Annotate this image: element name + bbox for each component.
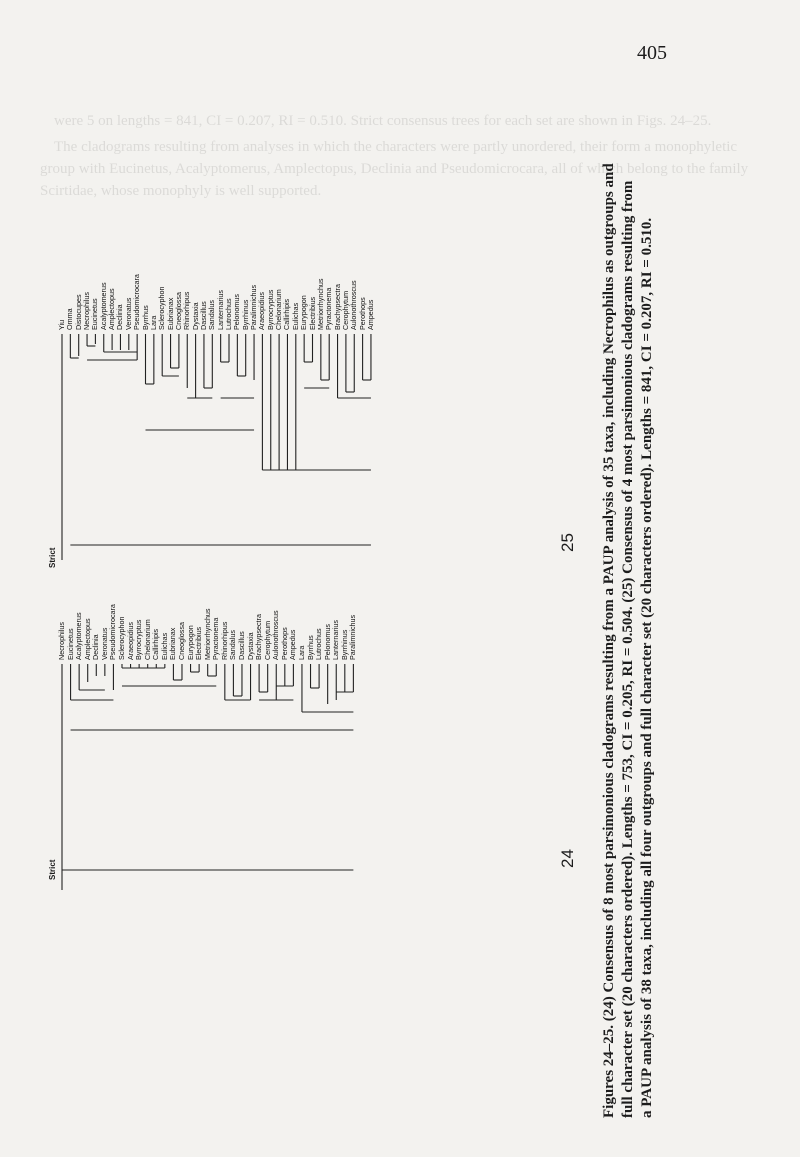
taxon-label: Araeopidius [125, 622, 135, 660]
taxon-label: Sandalus [207, 300, 217, 330]
taxon-label: Eulichas [159, 632, 169, 660]
taxon-label: Lara [296, 645, 306, 660]
taxon-label: Pelonomus [232, 294, 242, 330]
taxon-label: Cerophytum [262, 620, 272, 660]
figure-25-strict-label: Strict [48, 547, 57, 568]
taxon-label: Sclerocyphon [157, 286, 167, 330]
taxon-label: Pelonomus [322, 624, 332, 660]
taxon-label: Byrrhinus [339, 629, 349, 660]
taxon-label: Cerophytum [340, 290, 350, 330]
taxon-label: Eubrianax [168, 627, 178, 660]
taxon-label: Metriorrhynchus [315, 278, 325, 330]
taxon-label: Eulichas [290, 302, 300, 330]
taxon-label: Amplectopus [107, 288, 117, 330]
figure-24-strict-label: Strict [48, 859, 57, 880]
taxon-label: Sandalus [228, 630, 238, 660]
taxon-label: Chelonarium [142, 619, 152, 660]
taxon-label: Dascillus [236, 631, 246, 660]
taxon-label: Acalyptomerus [98, 282, 108, 330]
taxon-label: Perothops [357, 297, 367, 330]
taxon-label: Eurypogon [185, 625, 195, 660]
taxon-label: Callirhipis [282, 298, 292, 330]
bleed-paragraph: The cladograms resulting from analyses in which the characters were partly unordered, their form a monophyletic group with Eucinetus, Acalyptomerus, Amplectopus, Declinia and Pseudomicrocara, all of which belong to the family Scirtidae, whose monophyly is well supported. [40, 139, 749, 199]
caption-line-2: full character set (20 characters ordered). Lengths = 753, CI = 0.205, RI = 0.504. (25) Consensus of 4 most parsimonious cladograms resulting from [620, 180, 636, 1118]
taxon-label: Chelonarium [274, 289, 284, 330]
taxon-label: Necrophilus [82, 292, 92, 330]
taxon-label: Declinia [91, 634, 101, 660]
taxon-label: Cneoglossa [176, 622, 186, 660]
figure-24-number: 24 [558, 849, 577, 868]
taxon-label: Brachypsectra [332, 284, 342, 330]
taxon-label: Aulonothroscus [271, 610, 281, 660]
taxon-label: Acalyptomerus [74, 612, 84, 660]
taxon-label: Eurypogon [299, 295, 309, 330]
taxon-label: Lanternarius [215, 290, 225, 330]
taxon-label: Byrrocryptus [134, 619, 144, 660]
taxon-label: Yiu [57, 319, 66, 330]
taxon-label: Byrrhus [140, 305, 150, 330]
taxon-label: Callirhipis [151, 628, 161, 660]
taxon-label: Lanternarius [331, 620, 341, 660]
taxon-label: Rhinorhipus [219, 621, 229, 660]
taxon-label: Eucinetus [90, 298, 100, 330]
taxon-label: Aulonothroscus [349, 280, 359, 330]
page-number: 405 [637, 42, 667, 64]
taxon-label: Rhinorhipus [182, 291, 192, 330]
taxon-label: Brachypsectra [254, 614, 264, 660]
taxon-label: Declinia [115, 304, 125, 330]
taxon-label: Dystaxia [245, 632, 255, 660]
taxon-label: Metriorrhynchus [202, 608, 212, 660]
taxon-label: Cneoglossa [173, 292, 183, 330]
taxon-label: Eucinetus [65, 628, 75, 660]
taxon-label: Araeopidius [257, 292, 267, 330]
taxon-label: Byrrhus [305, 635, 315, 660]
taxon-label: Necrophilus [57, 622, 66, 660]
bleed-paragraph: were 5 on lengths = 841, CI = 0.207, RI = 0.510. Strict consensus trees for each set are shown in Figs. 24–25. [54, 113, 712, 129]
taxon-label: Electribius [307, 296, 317, 330]
taxon-label: Paralimnichus [249, 284, 259, 330]
taxon-label: Lutrochus [224, 298, 233, 330]
taxon-label: Dascillus [198, 301, 208, 330]
taxon-label: Electribius [194, 626, 204, 660]
taxon-label: Eubrianax [165, 297, 175, 330]
taxon-label: Omma [65, 308, 75, 330]
figure-25-number: 25 [558, 533, 577, 552]
taxon-label: Distocupes [73, 294, 83, 330]
taxon-label: Veronatus [99, 627, 109, 660]
taxon-label: Pyractonema [324, 287, 334, 330]
taxon-label: Paralimnichus [348, 614, 358, 660]
taxon-label: Pyractonema [211, 617, 221, 660]
taxon-label: Byrrhinus [240, 299, 250, 330]
taxon-label: Pseudomicrocara [132, 274, 142, 330]
taxon-label: Veronatus [123, 297, 133, 330]
taxon-label: Byrrocryptus [265, 289, 275, 330]
caption-line-1: Figures 24–25. (24) Consensus of 8 most parsimonious cladograms resulting from a PAUP analysis of 35 taxa, including Necrophilus as outgroups and [601, 163, 617, 1118]
taxon-label: Ampedus [365, 299, 375, 330]
taxon-label: Lutrochus [314, 628, 324, 660]
taxon-label: Dystaxia [190, 302, 200, 330]
taxon-label: Sclerocyphon [116, 616, 126, 660]
taxon-label: Amplectopus [82, 618, 92, 660]
taxon-label: Ampedus [288, 629, 298, 660]
taxon-label: Perothops [279, 627, 289, 660]
caption-line-3: a PAUP analysis of 38 taxa, including all four outgroups and full character set (20 characters ordered). Lengths = 841, CI = 0.207, RI = 0.510. [639, 217, 655, 1118]
taxon-label: Pseudomicrocara [108, 604, 118, 660]
taxon-label: Lara [148, 315, 158, 330]
